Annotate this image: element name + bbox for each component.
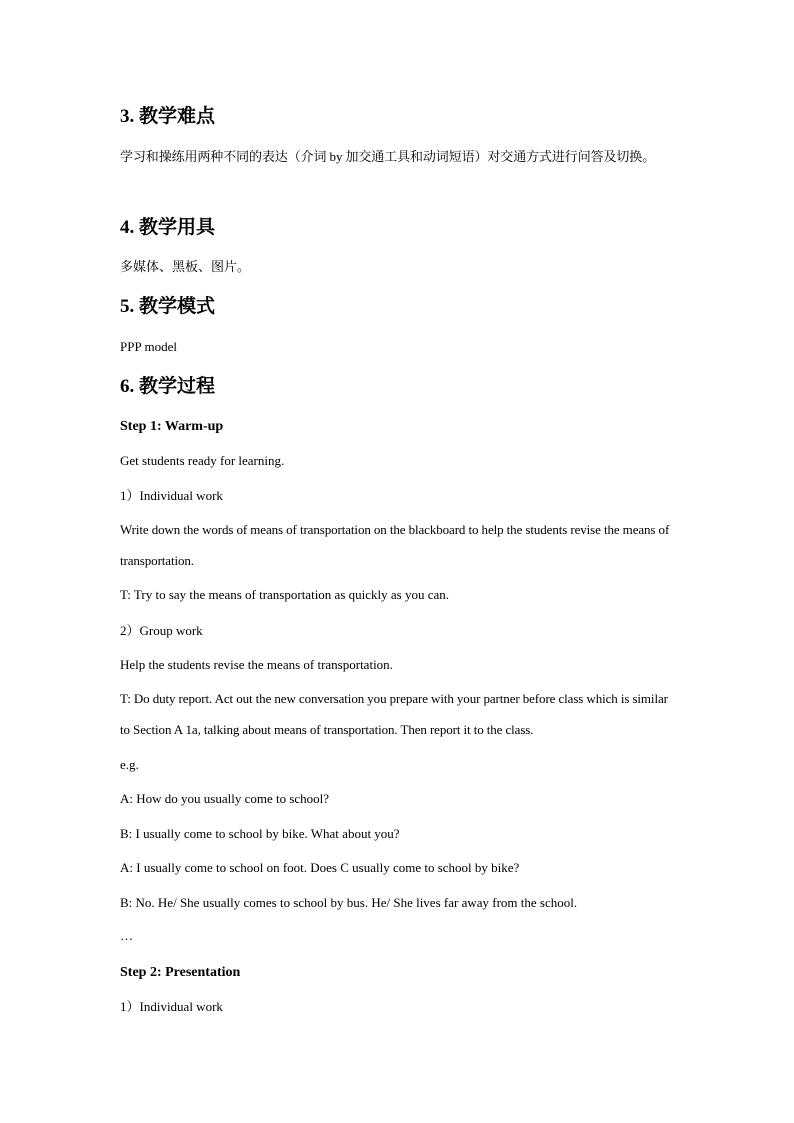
step-1-part-2-label: 2）Group work	[120, 623, 203, 638]
example-label: e.g.	[120, 757, 139, 772]
dialogue-line: B: I usually come to school by bike. What about you?	[120, 826, 400, 841]
step-2-part-1-label: 1）Individual work	[120, 999, 223, 1014]
section-4-text: 多媒体、黑板、图片。	[120, 259, 251, 274]
section-3-text: 学习和操练用两种不同的表达（介词 by 加交通工具和动词短语）对交通方式进行问答及切换。	[120, 149, 656, 164]
step-1-heading: Step 1: Warm-up	[120, 419, 224, 434]
step-2-heading: Step 2: Presentation	[120, 965, 241, 980]
step-1-part-2-text: Help the students revise the means of transportation.	[120, 657, 393, 672]
step-1-part-1-teacher: T: Try to say the means of transportation as quickly as you can.	[120, 587, 449, 602]
step-1-part-1-text: Write down the words of means of transportation on the blackboard to help the students revise the means of transportation.	[120, 522, 670, 568]
section-4-heading: 4. 教学用具	[120, 217, 216, 238]
ellipsis: …	[120, 928, 133, 943]
dialogue-line: A: How do you usually come to school?	[120, 791, 330, 806]
section-3-heading: 3. 教学难点	[120, 106, 216, 127]
section-6-heading: 6. 教学过程	[120, 376, 216, 397]
step-1-intro: Get students ready for learning.	[120, 453, 285, 468]
dialogue-line: A: I usually come to school on foot. Does C usually come to school by bike?	[120, 860, 520, 875]
section-5-heading: 5. 教学模式	[120, 296, 216, 317]
dialogue-line: B: No. He/ She usually comes to school by bus. He/ She lives far away from the school.	[120, 895, 578, 910]
section-5-text: PPP model	[120, 339, 177, 354]
step-1-part-1-label: 1）Individual work	[120, 488, 223, 503]
step-1-part-2-teacher: T: Do duty report. Act out the new conversation you prepare with your partner before class which is similar to Section A 1a, talking about means of transportation. Then report it to the class.	[120, 691, 668, 737]
